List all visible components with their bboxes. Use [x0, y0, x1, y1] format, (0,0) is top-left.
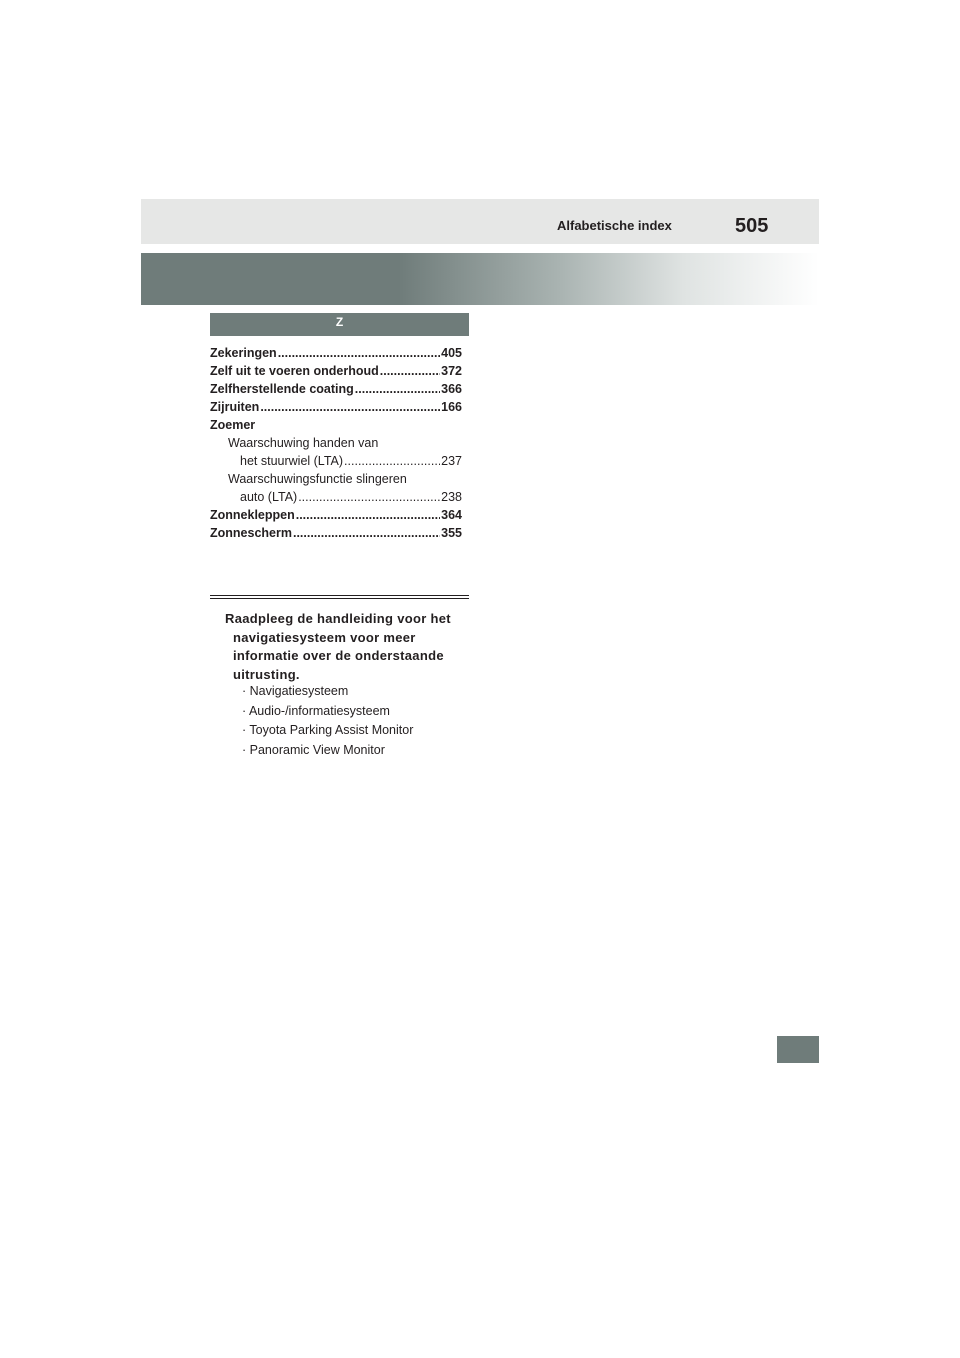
- index-subterm: Waarschuwing handen van: [228, 436, 379, 450]
- index-subterm: Waarschuwingsfunctie slingeren: [228, 472, 407, 486]
- index-subterm-cont: auto (LTA): [240, 490, 298, 504]
- index-term: Zonnekleppen: [210, 508, 295, 522]
- dot-leader: [380, 362, 440, 380]
- index-subentry[interactable]: [210, 488, 462, 506]
- index-page-ref[interactable]: 405: [441, 346, 462, 360]
- section-title: Alfabetische index: [557, 218, 672, 233]
- index-entry[interactable]: [210, 344, 462, 362]
- index-entry[interactable]: [210, 524, 462, 542]
- dot-leader: [296, 506, 440, 524]
- section-divider: [210, 595, 469, 599]
- list-item: · Toyota Parking Assist Monitor: [242, 723, 414, 737]
- chapter-thumb-tab[interactable]: [777, 1036, 819, 1063]
- index-term: Zekeringen: [210, 346, 277, 360]
- index-list: [210, 344, 462, 542]
- dot-leader: [260, 398, 440, 416]
- dot-leader: [355, 380, 440, 398]
- index-term: Zijruiten: [210, 400, 260, 414]
- index-entry[interactable]: [210, 380, 462, 398]
- index-page-ref[interactable]: 372: [441, 364, 462, 378]
- index-page-ref[interactable]: 237: [441, 454, 462, 468]
- equipment-list: [242, 682, 413, 760]
- index-entry[interactable]: [210, 362, 462, 380]
- decorative-banner: [141, 253, 819, 305]
- index-page-ref[interactable]: 238: [441, 490, 462, 504]
- index-term: Zelfherstellende coating: [210, 382, 354, 396]
- header-band: [141, 199, 819, 244]
- dot-leader: [278, 344, 440, 362]
- list-item: · Navigatiesysteem: [242, 684, 349, 698]
- index-entry[interactable]: [210, 506, 462, 524]
- dot-leader: [344, 452, 440, 470]
- list-item: · Panoramic View Monitor: [242, 742, 385, 757]
- index-page-ref[interactable]: 355: [441, 526, 462, 540]
- dot-leader: [298, 488, 440, 506]
- index-subterm-cont: het stuurwiel (LTA): [240, 454, 344, 468]
- index-page-ref[interactable]: 364: [441, 508, 462, 522]
- index-subentry[interactable]: [210, 452, 462, 470]
- index-term-group: Zoemer: [210, 418, 256, 432]
- page-number: 505: [735, 215, 769, 237]
- list-item: · Audio-/informatiesysteem: [242, 703, 390, 718]
- navigation-note: Raadpleeg de handleiding voor het navigatiesysteem voor meer informatie over de onderstaande uitrusting.: [225, 611, 451, 682]
- index-entry[interactable]: [210, 398, 462, 416]
- index-page-ref[interactable]: 366: [441, 382, 462, 396]
- dot-leader: [293, 524, 440, 542]
- index-letter-heading: Z: [210, 313, 469, 336]
- index-term: Zonnescherm: [210, 526, 292, 540]
- index-page-ref[interactable]: 166: [441, 400, 462, 414]
- index-term: Zelf uit te voeren onderhoud: [210, 364, 379, 378]
